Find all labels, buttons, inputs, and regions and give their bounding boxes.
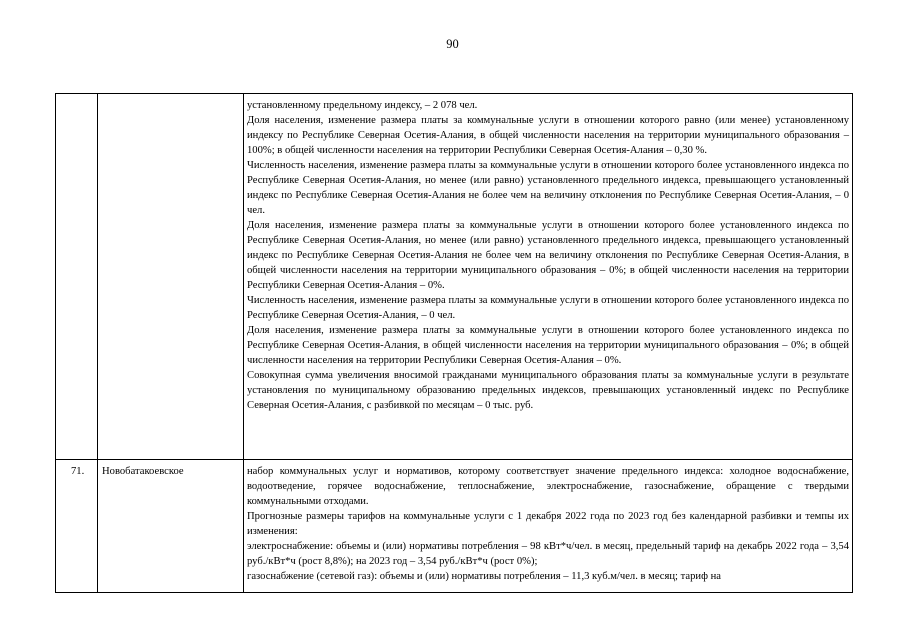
page-number: 90 bbox=[446, 37, 459, 51]
paragraph: Численность населения, изменение размера платы за коммунальные услуги в отношении которого более установленного индекса по Республике Северная Осетия-Алания, но менее (или равно) установленного предельного индекса, превышающего установленный индекс по Республике Северная Осетия-Алания не более чем на величину отклонения по Республике Северная Осетия-Алания, – 0 чел. bbox=[247, 160, 849, 216]
paragraph: Доля населения, изменение размера платы за коммунальные услуги в отношении которого более установленного индекса по Республике Северная Осетия-Алания, в общей численности населения на территории муниципального образования – 0%; в общей численности населения на территории Республики Северная Осетия-Алания – 0%. bbox=[247, 325, 849, 366]
paragraph: установленному предельному индексу, – 2 078 чел. bbox=[247, 100, 478, 111]
paragraph: электроснабжение: объемы и (или) нормативы потребления – 98 кВт*ч/чел. в месяц, предельный тариф на декабрь 2022 года – 3,54 руб./кВт*ч (рост 8,8%); на 2023 год – 3,54 руб./кВт*ч (рост 0%); bbox=[247, 541, 849, 567]
municipality-name bbox=[98, 94, 244, 460]
paragraph: Доля населения, изменение размера платы за коммунальные услуги в отношении которого равно (или менее) установленному индексу по Республике Северная Осетия-Алания, в общей численности населения на территории муниципального образования – 100%; в общей численности населения на территории Республики Северная Осетия-Алания – 0,30 %. bbox=[247, 115, 849, 156]
paragraph: Доля населения, изменение размера платы за коммунальные услуги в отношении которого более установленного индекса по Республике Северная Осетия-Алания, но менее (или равно) установленного предельного индекса, превышающего установленный индекс по Республике Северная Осетия-Алания не более чем на величину отклонения по Республике Северная Осетия-Алания, в общей численности населения на территории муниципального образования – 0%; в общей численности населения на территории Республики Северная Осетия-Алания – 0%. bbox=[247, 220, 849, 291]
description-cell bbox=[244, 460, 853, 593]
table-row bbox=[56, 94, 853, 460]
paragraph: набор коммунальных услуг и нормативов, которому соответствует значение предельного индекса: холодное водоснабжение, водоотведение, горячее водоснабжение, теплоснабжение, электроснабжение, газоснабжение, обращение с твердыми коммунальными отходами. bbox=[247, 466, 849, 507]
paragraph: Совокупная сумма увеличения вносимой гражданами муниципального образования платы за коммунальные услуги в результате установления по муниципальному образованию предельных индексов, превышающих установленный индекс по Республике Северная Осетия-Алания, с разбивкой по месяцам – 0 тыс. руб. bbox=[247, 370, 849, 411]
description-cell bbox=[244, 94, 853, 460]
paragraph: Численность населения, изменение размера платы за коммунальные услуги в отношении которого более установленного индекса по Республике Северная Осетия-Алания, – 0 чел. bbox=[247, 295, 849, 321]
row-number: 71. bbox=[56, 460, 98, 593]
row-number bbox=[56, 94, 98, 460]
table-row bbox=[56, 460, 853, 593]
paragraph: газоснабжение (сетевой газ): объемы и (или) нормативы потребления – 11,3 куб.м/чел. в месяц; тариф на bbox=[247, 571, 721, 582]
municipality-name: Новобатакоевское bbox=[98, 460, 244, 593]
paragraph: Прогнозные размеры тарифов на коммунальные услуги с 1 декабря 2022 года по 2023 год без календарной разбивки и темпы их изменения: bbox=[247, 511, 849, 537]
document-table bbox=[55, 93, 853, 593]
